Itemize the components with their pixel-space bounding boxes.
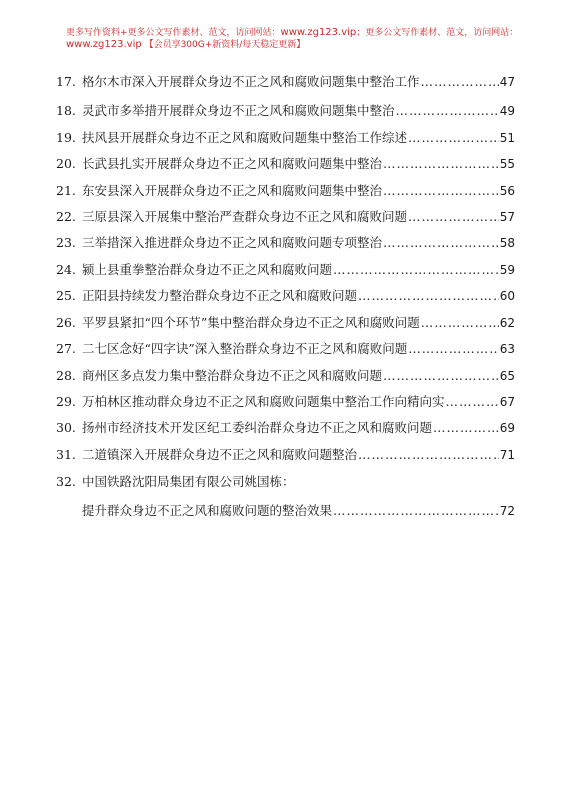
- toc-leader-dots: [333, 260, 499, 280]
- header-url-2[interactable]: www.zg123.vip: [66, 39, 142, 50]
- toc-title: 中国铁路沈阳局集团有限公司姚国栋：: [82, 474, 295, 489]
- toc-leader-dots: [408, 207, 499, 227]
- toc-page-number: 63: [499, 342, 515, 356]
- toc-page-number: 49: [499, 104, 515, 118]
- toc-title: 二道镇深入开展群众身边不正之风和腐败问题整治: [82, 447, 358, 462]
- toc-leader-dots: [421, 313, 499, 333]
- toc-leader-dots: [383, 233, 499, 253]
- toc-entry[interactable]: [56, 392, 515, 412]
- header-line-1: [66, 27, 526, 39]
- toc-page-number: 58: [499, 236, 515, 250]
- toc-number: 19.: [56, 130, 76, 145]
- toc-number: 17.: [56, 74, 76, 89]
- toc-entry[interactable]: [56, 366, 515, 386]
- toc-leader-dots: [446, 392, 499, 412]
- toc-entry[interactable]: [82, 501, 515, 521]
- toc-number: 25.: [56, 288, 76, 303]
- toc-number: 27.: [56, 341, 76, 356]
- toc-leader-dots: [383, 181, 499, 201]
- toc-number: 28.: [56, 368, 76, 383]
- toc-entry[interactable]: [56, 207, 515, 227]
- toc-entry[interactable]: [56, 233, 515, 253]
- toc-number: 31.: [56, 447, 76, 462]
- toc-title: 正阳县持续发力整治群众身边不正之风和腐败问题: [82, 288, 358, 303]
- header-text-3: 【会员享300G+新资料/每天稳定更新】: [144, 40, 306, 50]
- toc-title: 三原县深入开展集中整治严查群众身边不正之风和腐败问题: [82, 209, 408, 224]
- toc-page-number: 55: [499, 157, 515, 171]
- toc-entry[interactable]: [56, 260, 515, 280]
- toc-leader-dots: [358, 445, 499, 465]
- toc-leader-dots: [408, 128, 499, 148]
- toc-title: 灵武市多举措开展群众身边不正之风和腐败问题集中整治: [82, 103, 395, 118]
- toc-page-number: 56: [499, 184, 515, 198]
- toc-title: 扬州市经济技术开发区纪工委纠治群众身边不正之风和腐败问题: [82, 420, 433, 435]
- header-text-2: ；更多公文写作素材、范文，访问网站：: [356, 28, 519, 38]
- toc-number: 22.: [56, 209, 76, 224]
- toc-title: 扶风县开展群众身边不正之风和腐败问题集中整治工作综述: [82, 130, 408, 145]
- toc-page-number: 51: [499, 131, 515, 145]
- toc-leader-dots: [383, 366, 499, 386]
- toc-entry[interactable]: [56, 286, 515, 306]
- toc-title: 格尔木市深入开展群众身边不正之风和腐败问题集中整治工作: [82, 74, 420, 89]
- toc-number: 18.: [56, 103, 76, 118]
- toc-page-number: 62: [499, 316, 515, 330]
- toc-title: 平罗县紧扣“四个环节”集中整治群众身边不正之风和腐败问题: [82, 315, 420, 330]
- toc-title: 商州区多点发力集中整治群众身边不正之风和腐败问题: [82, 368, 383, 383]
- toc-entry[interactable]: [56, 181, 515, 201]
- toc-entry[interactable]: [56, 128, 515, 148]
- toc-leader-dots: [383, 154, 499, 174]
- toc-title: 东安县深入开展群众身边不正之风和腐败问题集中整治: [82, 183, 383, 198]
- toc-page-number: 72: [499, 504, 515, 518]
- toc-number: 21.: [56, 183, 76, 198]
- toc-leader-dots: [396, 101, 499, 121]
- toc-title: 三举措深入推进群众身边不正之风和腐败问题专项整治: [82, 235, 383, 250]
- toc-number: 23.: [56, 235, 76, 250]
- toc-page-number: 47: [499, 75, 515, 89]
- toc-number: 20.: [56, 156, 76, 171]
- header-line-2: [66, 39, 526, 51]
- toc-entry[interactable]: [56, 445, 515, 465]
- toc-entry[interactable]: [56, 418, 515, 438]
- toc-title: 二七区念好“四字诀”深入整治群众身边不正之风和腐败问题: [82, 341, 408, 356]
- toc-number: 30.: [56, 420, 76, 435]
- toc-page-number: 59: [499, 263, 515, 277]
- toc-number: 32.: [56, 474, 76, 489]
- page-header-watermark: [66, 27, 526, 51]
- toc-page-number: 60: [499, 289, 515, 303]
- toc-page-number: 71: [499, 448, 515, 462]
- toc-entry[interactable]: [56, 101, 515, 121]
- toc-leader-dots: [433, 418, 499, 438]
- header-url-1[interactable]: www.zg123.vip: [280, 27, 357, 38]
- toc-number: 29.: [56, 394, 76, 409]
- toc-leader-dots: [358, 286, 499, 306]
- header-text-1: 更多写作资料+更多公文写作素材、范文，访问网站：: [66, 28, 281, 38]
- toc-page-number: 67: [499, 395, 515, 409]
- toc-leader-dots: [421, 72, 499, 92]
- toc-entry[interactable]: [56, 339, 515, 359]
- toc-title: 万柏林区推动群众身边不正之风和腐败问题集中整治工作向精向实: [82, 394, 445, 409]
- toc-number: 24.: [56, 262, 76, 277]
- toc-leader-dots: [333, 501, 499, 521]
- toc-leader-dots: [408, 339, 498, 359]
- toc-title: 长武县扎实开展群众身边不正之风和腐败问题集中整治: [82, 156, 383, 171]
- toc-number: 26.: [56, 315, 76, 330]
- toc-title: 提升群众身边不正之风和腐败问题的整治效果: [82, 503, 333, 518]
- toc-entry[interactable]: [56, 72, 515, 92]
- toc-page-number: 65: [499, 369, 515, 383]
- toc-entry-heading[interactable]: [56, 472, 515, 492]
- toc-entry[interactable]: [56, 154, 515, 174]
- toc-title: 颍上县重拳整治群众身边不正之风和腐败问题: [82, 262, 333, 277]
- toc-page-number: 69: [499, 421, 515, 435]
- toc-page-number: 57: [499, 210, 515, 224]
- toc-entry[interactable]: [56, 313, 515, 333]
